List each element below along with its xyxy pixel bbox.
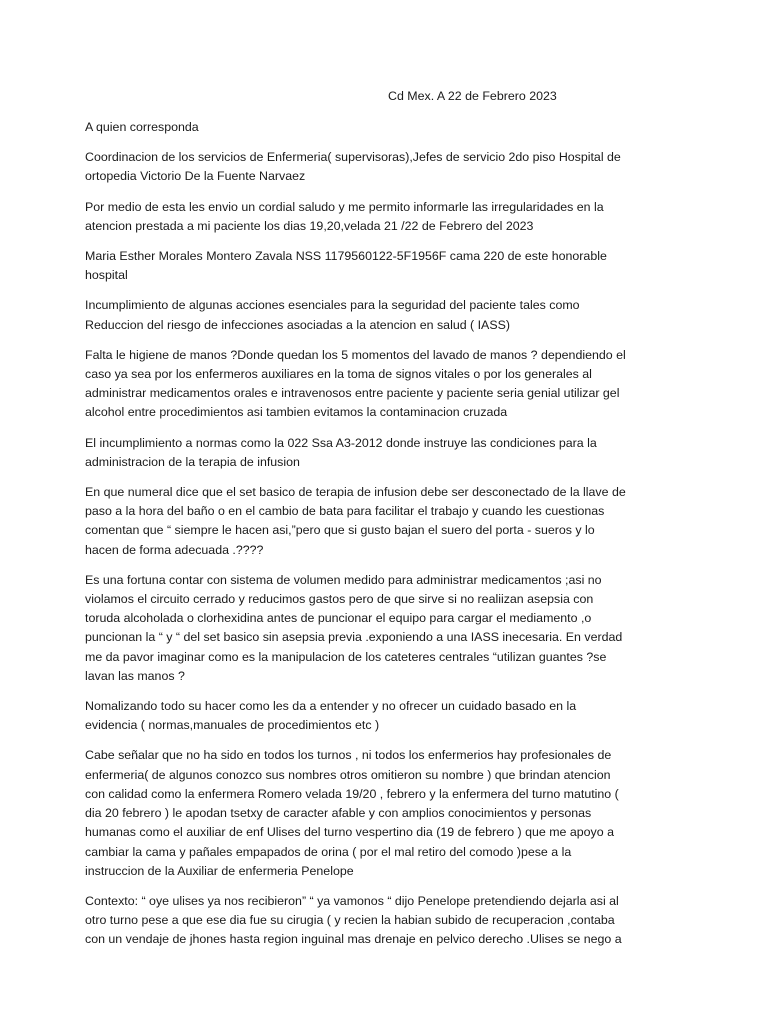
letter-date: Cd Mex. A 22 de Febrero 2023 xyxy=(388,89,557,103)
paragraph-norms: El incumplimiento a normas como la 022 Ssa A3-2012 donde instruye las condiciones para la administracion de la terapia de infusion xyxy=(85,435,597,469)
paragraph-recipients: Coordinacion de los servicios de Enfermeria( supervisoras),Jefes de servicio 2do piso Hospital de ortopedia Victorio De la Fuente Narvaez xyxy=(85,150,621,184)
paragraph-infusion-set: En que numeral dice que el set basico de terapia de infusion debe ser desconectado de la llave de paso a la hora del baño o en el cambio de bata para facilitar el trabajo y cuando les cuestionas comentan que “ siempre le hacen asi,”pero que si gusto bajan el suero del porta - sueros y lo hacen de forma adecuada .???? xyxy=(85,485,626,557)
paragraph-greeting: Por medio de esta les envio un cordial saludo y me permito informarle las irregularidades en la atencion prestada a mi paciente los dias 19,20,velada 21 /22 de Febrero del 2023 xyxy=(85,199,604,233)
paragraph-asepsis: Es una fortuna contar con sistema de volumen medido para administrar medicamentos ;asi no violamos el circuito cerrado y reducimos gastos pero de que sirve si no realiizan asepsia con toruda alcoholada o clorhexidina antes de puncionar el equipo para cargar el mediamento ,o puncionan la “ y “ del set basico sin asepsia previa .exponiendo a una IASS inecesaria. En verdad me da pavor imaginar como es la manipulacion de los cateteres centrales “utilizan guantes ?se lavan las manos ? xyxy=(85,572,623,683)
salutation: A quien corresponda xyxy=(85,120,199,134)
paragraph-acknowledgment: Cabe señalar que no ha sido en todos los turnos , ni todos los enfermerios hay profesionales de enfermeria( de algunos conozco sus nombres otros omitieron su nombre ) que brindan atencion con calidad como la enfermera Romero velada 19/20 , febrero y la enfermera del turno matutino ( dia 20 febrero ) le apodan tsetxy de caracter afable y con amplios conocimientos y personas humanas como el auxiliar de enf Ulises del turno vespertino dia (19 de febrero ) que me apoyo a cambiar la cama y pañales empapados de orina ( por el mal retiro del comodo )pese a la instruccion de la Auxiliar de enfermeria Penelope xyxy=(85,748,619,878)
paragraph-safety: Incumplimiento de algunas acciones esenciales para la seguridad del paciente tales como Reduccion del riesgo de infecciones asociadas a la atencion en salud ( IASS) xyxy=(85,298,580,332)
paragraph-context: Contexto: “ oye ulises ya nos recibieron” “ ya vamonos “ dijo Penelope pretendiendo dejarla asi al otro turno pese a que ese dia fue su cirugia ( y recien la habian subido de recuperacion ,contaba con un vendaje de jhones hasta region inguinal mas drenaje en pelvico derecho .Ulises se nego a xyxy=(85,893,622,947)
letter-body xyxy=(85,118,630,961)
paragraph-patient-info: Maria Esther Morales Montero Zavala NSS 1179560122-5F1956F cama 220 de este honorable hospital xyxy=(85,249,607,283)
paragraph-hand-hygiene: Falta le higiene de manos ?Donde quedan los 5 momentos del lavado de manos ? dependiendo el caso ya sea por los enfermeros auxiliares en la toma de signos vitales o por los generales al administrar medicamentos orales e intravenosos entre paciente y paciente seria genial utilizar gel alcohol entre procedimientos asi tambien evitamos la contaminacion cruzada xyxy=(85,347,626,420)
paragraph-normalizing: Nomalizando todo su hacer como les da a entender y no ofrecer un cuidado basado en la evidencia ( normas,manuales de procedimientos etc ) xyxy=(85,699,577,733)
